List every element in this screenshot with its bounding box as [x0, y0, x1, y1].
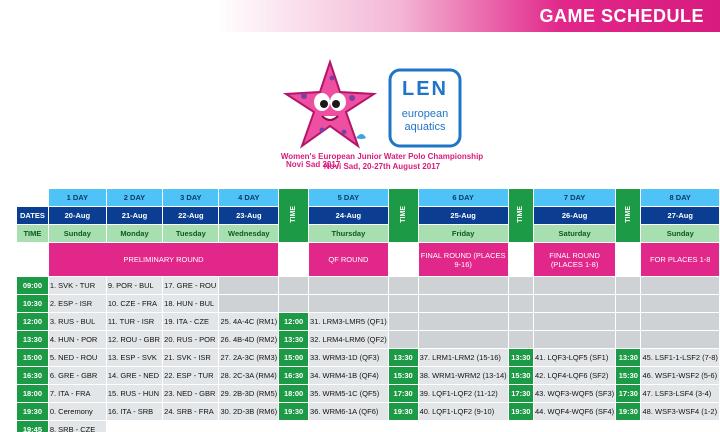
schedule-row — [17, 385, 720, 403]
phase-final-1-8: FINAL ROUND (PLACES 1-8) — [534, 243, 616, 277]
game-cell — [418, 331, 508, 349]
game-cell — [534, 277, 616, 295]
slot-time: 17:30 — [508, 385, 533, 403]
weekday-row — [17, 225, 720, 243]
slot-time: 17:30 — [388, 385, 418, 403]
phase-qf: QF ROUND — [309, 243, 389, 277]
weekday: Monday — [106, 225, 162, 243]
slot-time: 19:30 — [508, 403, 533, 421]
schedule-row — [17, 277, 720, 295]
event-dates: Novi Sad, 20-27th August 2017 — [323, 162, 441, 171]
slot-time: 13:30 — [388, 349, 418, 367]
game-cell — [418, 277, 508, 295]
row-time: 19:30 — [17, 403, 49, 421]
game-cell: 37. LRM1-LRM2 (15-16) — [418, 349, 508, 367]
weekday: Sunday — [641, 225, 720, 243]
game-cell: 27. 2A-3C (RM3) — [219, 349, 279, 367]
day-name: 2 DAY — [106, 189, 162, 207]
game-cell: 42. LQF4-LQF6 (SF2) — [534, 367, 616, 385]
weekday: Tuesday — [163, 225, 219, 243]
slot-time — [616, 313, 641, 331]
game-cell: 24. SRB - FRA — [163, 403, 219, 421]
len-logo — [388, 68, 462, 148]
game-cell: 22. ESP - TUR — [163, 367, 219, 385]
row-time: 15:00 — [17, 349, 49, 367]
game-cell — [219, 295, 279, 313]
time-column-header: TIME — [279, 189, 309, 243]
game-cell: 47. LSF3-LSF4 (3-4) — [641, 385, 720, 403]
slot-time: 15:30 — [616, 367, 641, 385]
day-date: 23-Aug — [219, 207, 279, 225]
slot-time — [616, 277, 641, 295]
slot-time — [508, 331, 533, 349]
day-name: 7 DAY — [534, 189, 616, 207]
corner-cell — [17, 189, 49, 207]
game-cell: 45. LSF1-1-LSF2 (7-8) — [641, 349, 720, 367]
game-cell: 5. NED - ROU — [48, 349, 106, 367]
game-cell: 11. TUR - ISR — [106, 313, 162, 331]
time-column-header: TIME — [388, 189, 418, 243]
slot-time: 15:00 — [279, 349, 309, 367]
weekday: Sunday — [48, 225, 106, 243]
game-cell: 18. HUN - BUL — [163, 295, 219, 313]
slot-time — [508, 277, 533, 295]
row-time: 12:00 — [17, 313, 49, 331]
schedule-row — [17, 331, 720, 349]
row-time: 13:30 — [17, 331, 49, 349]
dates-row — [17, 207, 720, 225]
day-name: 5 DAY — [309, 189, 389, 207]
game-cell: 20. RUS - POR — [163, 331, 219, 349]
game-cell: 8. SRB - CZE — [48, 421, 106, 432]
row-time: 16:30 — [17, 367, 49, 385]
slot-time: 16:30 — [279, 367, 309, 385]
day-header-row — [17, 189, 720, 207]
slot-time — [279, 295, 309, 313]
game-cell: 46. WSF1-WSF2 (5-6) — [641, 367, 720, 385]
logo-area — [0, 40, 720, 180]
slot-time: 13:30 — [279, 331, 309, 349]
game-cell: 17. GRE - ROU — [163, 277, 219, 295]
game-cell: 7. ITA - FRA — [48, 385, 106, 403]
day-date: 26-Aug — [534, 207, 616, 225]
game-cell: 23. NED - GBR — [163, 385, 219, 403]
game-cell — [641, 331, 720, 349]
game-cell: 36. WRM6-1A (QF6) — [309, 403, 389, 421]
game-cell: 39. LQF1-LQF2 (11-12) — [418, 385, 508, 403]
game-cell: 12. ROU - GBR — [106, 331, 162, 349]
game-cell: 9. POR - BUL — [106, 277, 162, 295]
len-logo-top: LEN — [402, 78, 448, 100]
slot-time — [616, 295, 641, 313]
game-cell — [418, 313, 508, 331]
game-cell: 2. ESP - ISR — [48, 295, 106, 313]
mascot-caption: Novi Sad 2017 — [286, 160, 341, 169]
phase-places-1-8: FOR PLACES 1-8 — [641, 243, 720, 277]
schedule-row — [17, 403, 720, 421]
starfish-mascot-icon — [282, 58, 378, 158]
time-label: TIME — [17, 225, 49, 243]
game-cell: 31. LRM3-LMR5 (QF1) — [309, 313, 389, 331]
day-name: 6 DAY — [418, 189, 508, 207]
game-cell — [534, 295, 616, 313]
len-logo-line2: aquatics — [404, 121, 446, 133]
day-date: 20-Aug — [48, 207, 106, 225]
game-cell: 21. SVK - ISR — [163, 349, 219, 367]
slot-time: 15:30 — [508, 367, 533, 385]
slot-time: 18:00 — [279, 385, 309, 403]
game-cell: 30. 2D-3B (RM6) — [219, 403, 279, 421]
slot-time — [279, 277, 309, 295]
game-cell: 0. Ceremony — [48, 403, 106, 421]
game-cell: 41. LQF3-LQF5 (SF1) — [534, 349, 616, 367]
game-cell — [418, 295, 508, 313]
game-cell: 14. GRE - NED — [106, 367, 162, 385]
game-cell: 32. LRM4-LRM6 (QF2) — [309, 331, 389, 349]
game-cell — [309, 277, 389, 295]
slot-time — [388, 295, 418, 313]
slot-time: 19:30 — [279, 403, 309, 421]
weekday: Thursday — [309, 225, 389, 243]
day-date: 24-Aug — [309, 207, 389, 225]
day-name: 1 DAY — [48, 189, 106, 207]
dates-label: DATES — [17, 207, 49, 225]
day-name: 8 DAY — [641, 189, 720, 207]
weekday: Saturday — [534, 225, 616, 243]
day-name: 3 DAY — [163, 189, 219, 207]
row-time: 09:00 — [17, 277, 49, 295]
slot-time: 19:30 — [388, 403, 418, 421]
slot-time — [508, 295, 533, 313]
game-cell — [534, 313, 616, 331]
day-date: 21-Aug — [106, 207, 162, 225]
weekday: Wednesday — [219, 225, 279, 243]
slot-time — [508, 313, 533, 331]
slot-time: 12:00 — [279, 313, 309, 331]
schedule-row — [17, 367, 720, 385]
game-cell — [641, 295, 720, 313]
time-column-header: TIME — [508, 189, 533, 243]
slot-time — [616, 331, 641, 349]
slot-time: 17:30 — [616, 385, 641, 403]
slot-time: 13:30 — [508, 349, 533, 367]
game-cell: 3. RUS - BUL — [48, 313, 106, 331]
game-cell — [641, 277, 720, 295]
game-cell: 43. WQF3-WQF5 (SF3) — [534, 385, 616, 403]
game-cell: 10. CZE - FRA — [106, 295, 162, 313]
day-date: 27-Aug — [641, 207, 720, 225]
game-cell — [219, 277, 279, 295]
weekday: Friday — [418, 225, 508, 243]
game-cell — [309, 295, 389, 313]
game-cell: 44. WQF4-WQF6 (SF4) — [534, 403, 616, 421]
game-cell: 35. WRM5-1C (QF5) — [309, 385, 389, 403]
day-date: 25-Aug — [418, 207, 508, 225]
game-cell: 19. ITA - CZE — [163, 313, 219, 331]
game-cell — [534, 331, 616, 349]
game-cell: 13. ESP - SVK — [106, 349, 162, 367]
phase-preliminary: PRELIMINARY ROUND — [48, 243, 278, 277]
page-title: GAME SCHEDULE — [539, 6, 704, 26]
game-cell: 1. SVK - TUR — [48, 277, 106, 295]
game-cell — [641, 313, 720, 331]
len-logo-line1: european — [401, 108, 449, 120]
game-cell: 38. WRM1-WRM2 (13-14) — [418, 367, 508, 385]
game-cell: 6. GRE - GBR — [48, 367, 106, 385]
game-cell: 25. 4A-4C (RM1) — [219, 313, 279, 331]
game-cell: 26. 4B-4D (RM2) — [219, 331, 279, 349]
schedule-row — [17, 295, 720, 313]
slot-time: 19:30 — [616, 403, 641, 421]
slot-time — [388, 277, 418, 295]
event-title: Women's European Junior Water Polo Championship — [280, 152, 484, 161]
slot-time — [388, 331, 418, 349]
day-date: 22-Aug — [163, 207, 219, 225]
schedule-row — [17, 313, 720, 331]
row-time: 18:00 — [17, 385, 49, 403]
slot-time: 13:30 — [616, 349, 641, 367]
schedule-table — [16, 188, 720, 432]
game-cell: 34. WRM4-1B (QF4) — [309, 367, 389, 385]
header-banner — [0, 0, 720, 32]
time-column-header: TIME — [616, 189, 641, 243]
extra-row — [17, 421, 720, 432]
phase-row — [17, 243, 720, 277]
game-cell: 4. HUN - POR — [48, 331, 106, 349]
game-cell: 48. WSF3-WSF4 (1-2) — [641, 403, 720, 421]
game-cell: 40. LQF1-LQF2 (9-10) — [418, 403, 508, 421]
phase-final-9-16: FINAL ROUND (PLACES 9-16) — [418, 243, 508, 277]
slot-time: 15:30 — [388, 367, 418, 385]
row-time: 19:45 — [17, 421, 49, 432]
game-cell: 29. 2B-3D (RM5) — [219, 385, 279, 403]
game-cell: 28. 2C-3A (RM4) — [219, 367, 279, 385]
row-time: 10:30 — [17, 295, 49, 313]
game-cell: 33. WRM3-1D (QF3) — [309, 349, 389, 367]
day-name: 4 DAY — [219, 189, 279, 207]
slot-time — [388, 313, 418, 331]
game-cell: 15. RUS - HUN — [106, 385, 162, 403]
schedule-row — [17, 349, 720, 367]
game-cell: 16. ITA - SRB — [106, 403, 162, 421]
